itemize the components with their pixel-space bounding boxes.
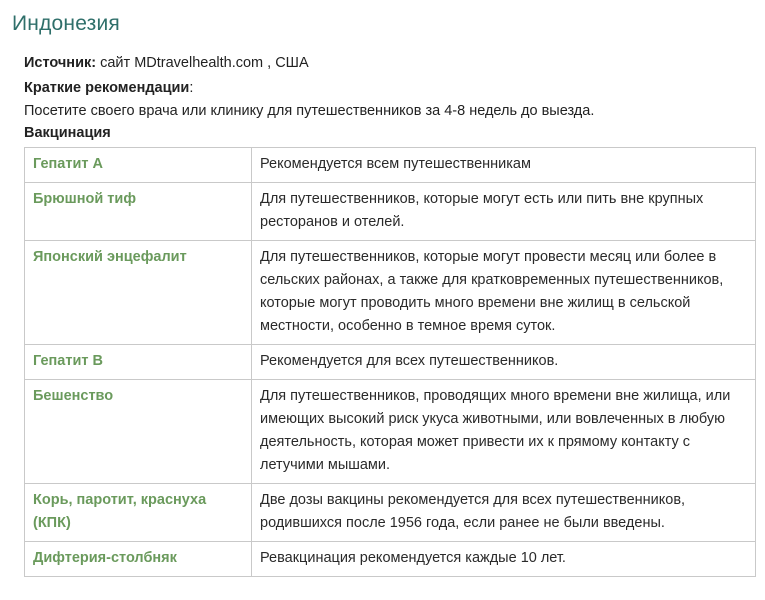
recommendation-text: Рекомендуется для всех путешественников. xyxy=(252,345,756,380)
disease-name: Дифтерия-столбняк xyxy=(25,542,252,577)
disease-name: Гепатит В xyxy=(25,345,252,380)
table-row xyxy=(25,183,756,241)
disease-name: Бешенство xyxy=(25,380,252,484)
table-row xyxy=(25,484,756,542)
recommendation-text: Для путешественников, проводящих много времени вне жилища, или имеющих высокий риск укуса животными, или вовлеченных в любую деятельность, которая может привести их к прямому контакту с летучими мышами. xyxy=(252,380,756,484)
disease-name: Гепатит А xyxy=(25,148,252,183)
recommendation-text: Рекомендуется всем путешественникам xyxy=(252,148,756,183)
brief-label: Краткие рекомендации xyxy=(24,80,190,96)
recommendation-text: Для путешественников, которые могут провести месяц или более в сельских районах, а также для кратковременных путешественников, которые могут проводить много времени вне жилищ в сельской местности, особенно в темное время суток. xyxy=(252,241,756,345)
disease-name: Корь, паротит, краснуха (КПК) xyxy=(25,484,252,542)
recommendation-text: Ревакцинация рекомендуется каждые 10 лет. xyxy=(252,542,756,577)
table-row xyxy=(25,380,756,484)
table-row xyxy=(25,241,756,345)
recommendation-text: Две дозы вакцины рекомендуется для всех путешественников, родившихся после 1956 года, если ранее не были введены. xyxy=(252,484,756,542)
vaccination-table xyxy=(24,147,756,577)
source-label: Источник: xyxy=(24,55,97,71)
recommendation-text: Для путешественников, которые могут есть или пить вне крупных ресторанов и отелей. xyxy=(252,183,756,241)
vaccination-heading: Вакцинация xyxy=(24,125,111,141)
disease-name: Брюшной тиф xyxy=(25,183,252,241)
table-row xyxy=(25,148,756,183)
brief-colon: : xyxy=(189,80,194,96)
source-value: сайт MDtravelhealth.com , США xyxy=(96,55,309,71)
brief-recommendations-heading xyxy=(24,80,193,96)
source-line xyxy=(24,55,309,71)
table-row xyxy=(25,345,756,380)
visit-advice-text: Посетите своего врача или клинику для путешественников за 4-8 недель до выезда. xyxy=(24,103,595,119)
table-row xyxy=(25,542,756,577)
disease-name: Японский энцефалит xyxy=(25,241,252,345)
page-title: Индонезия xyxy=(12,12,120,35)
